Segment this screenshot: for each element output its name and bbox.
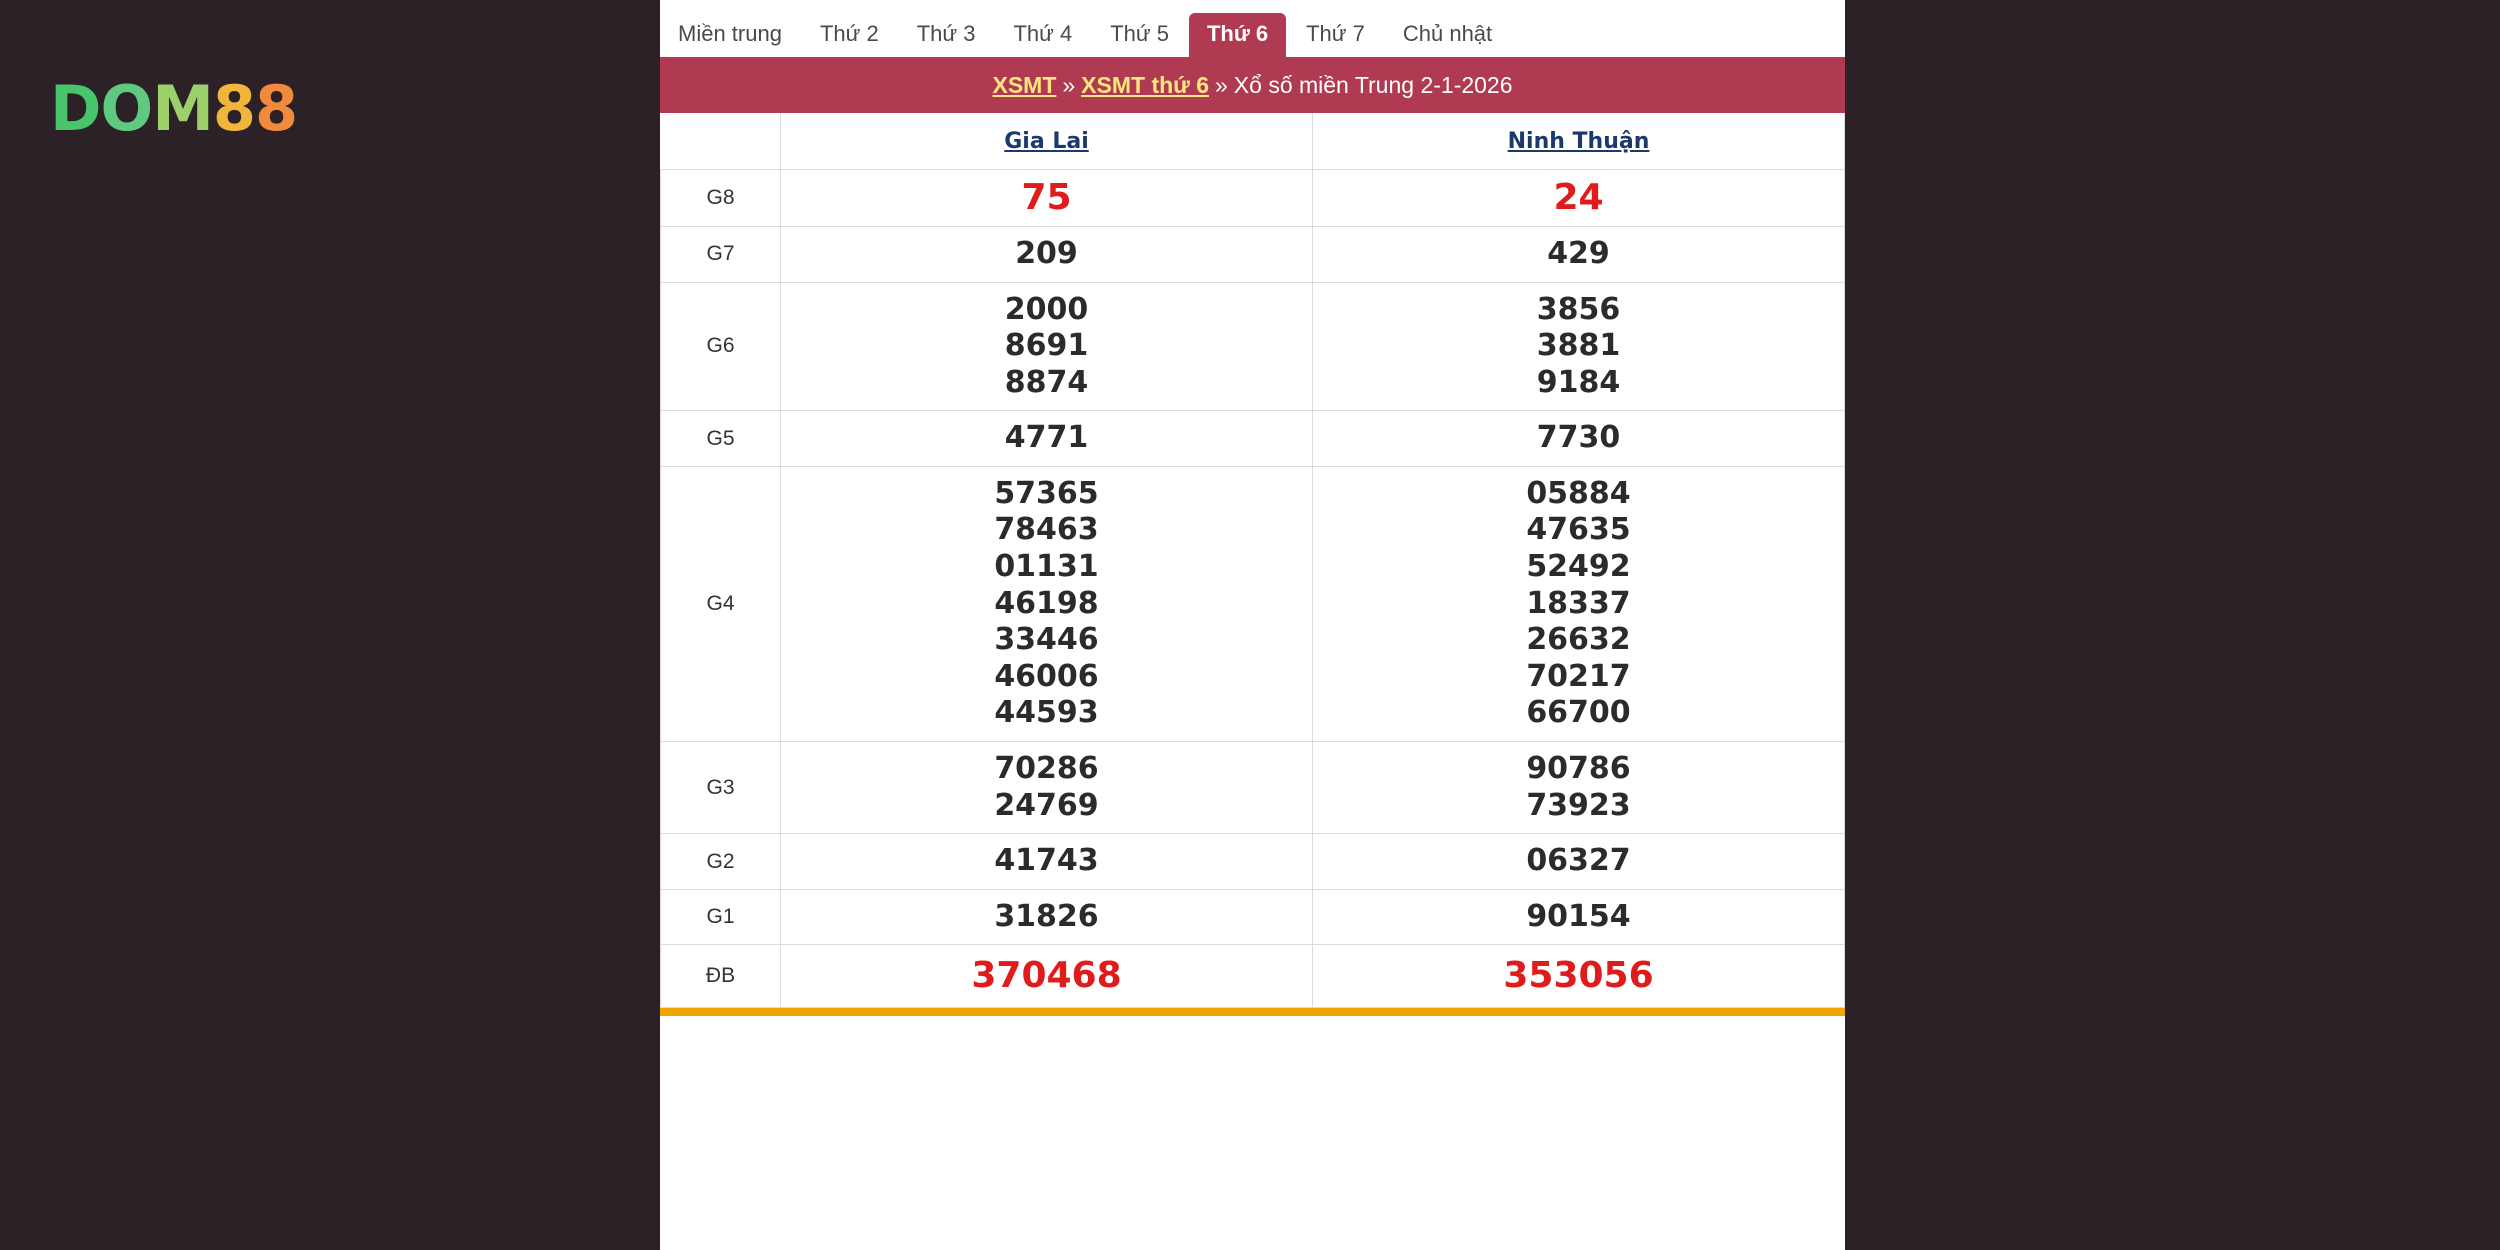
number: 66700 [1526,695,1631,731]
prize-value-g6-gia-lai [781,282,1313,411]
number: 18337 [1526,585,1631,621]
table-row [661,742,1845,834]
prize-value-g3-ninh-thuan [1313,742,1845,834]
column-header-blank [661,113,781,170]
number: 57365 [994,475,1099,511]
number: 9184 [1536,364,1621,400]
number: 33446 [994,622,1099,658]
number: 8874 [1004,364,1089,400]
day-tab-bar [660,0,1845,57]
number: 05884 [1526,475,1631,511]
prize-label-g5: G5 [661,411,781,467]
logo-digit-8-first: 8 [212,72,256,145]
number: 70217 [1526,658,1631,694]
prize-label-g4: G4 [661,466,781,741]
prize-label-g1: G1 [661,889,781,945]
prize-label-g2: G2 [661,834,781,890]
tab-thu-2[interactable]: Thứ 2 [819,21,879,46]
lottery-results-table [660,113,1845,1008]
column-header-gia-lai [781,113,1313,170]
number: 01131 [994,549,1099,585]
number: 70286 [994,751,1099,787]
breadcrumb-separator-2: » [1215,71,1228,98]
content-page [660,0,1845,1250]
number: 46198 [994,585,1099,621]
prize-value-g5-ninh-thuan: 7730 [1313,411,1845,467]
prize-value-db-ninh-thuan: 353056 [1313,945,1845,1008]
prize-label-db: ĐB [661,945,781,1008]
logo-letter-m: M [152,72,213,145]
prize-value-g6-ninh-thuan [1313,282,1845,411]
breadcrumb-separator-1: » [1062,71,1076,98]
tab-thu-7[interactable]: Thứ 7 [1306,21,1365,46]
number: 2000 [1004,291,1089,327]
logo-letter-d: D [50,72,101,145]
number: 52492 [1526,549,1631,585]
prize-value-g1-ninh-thuan: 90154 [1313,889,1845,945]
number: 47635 [1526,512,1631,548]
bottom-accent-strip [660,1008,1845,1016]
number: 78463 [994,512,1099,548]
table-row [661,282,1845,411]
breadcrumb-current: Xổ số miền Trung 2-1-2026 [1233,71,1513,98]
breadcrumb-link-xsmt[interactable]: XSMT [992,71,1057,98]
prize-label-g6: G6 [661,282,781,411]
logo-letter-o: O [100,72,153,145]
prize-label-g8: G8 [661,170,781,227]
breadcrumb-link-xsmt-thu-6[interactable]: XSMT thứ 6 [1081,71,1209,98]
prize-value-g2-gia-lai: 41743 [781,834,1313,890]
prize-value-g4-ninh-thuan [1313,466,1845,741]
tab-thu-5[interactable]: Thứ 5 [1110,21,1169,46]
table-row [661,834,1845,890]
column-header-ninh-thuan [1313,113,1845,170]
number: 3881 [1536,328,1621,364]
number: 8691 [1004,328,1089,364]
table-header-row [661,113,1845,170]
tab-chu-nhat[interactable]: Chủ nhật [1402,21,1493,46]
site-logo[interactable] [50,72,297,145]
logo-digit-8-second: 8 [255,72,298,145]
prize-value-g5-gia-lai: 4771 [781,411,1313,467]
prize-value-g7-ninh-thuan: 429 [1313,226,1845,282]
prize-value-g3-gia-lai [781,742,1313,834]
tab-mien-trung[interactable]: Miền trung [678,21,782,46]
number: 26632 [1526,622,1631,658]
prize-value-g7-gia-lai: 209 [781,226,1313,282]
tab-thu-3[interactable]: Thứ 3 [916,21,976,46]
tab-thu-6[interactable]: Thứ 6 [1189,13,1286,57]
prize-value-db-gia-lai: 370468 [781,945,1313,1008]
table-row [661,889,1845,945]
prize-value-g4-gia-lai [781,466,1313,741]
prize-value-g2-ninh-thuan: 06327 [1313,834,1845,890]
number: 90786 [1526,751,1631,787]
table-row [661,945,1845,1008]
prize-value-g8-ninh-thuan: 24 [1313,170,1845,227]
number: 3856 [1536,291,1621,327]
number: 73923 [1526,787,1631,823]
province-link-ninh-thuan[interactable]: Ninh Thuận [1507,128,1650,154]
table-row [661,170,1845,227]
breadcrumb [660,57,1845,113]
table-row [661,466,1845,741]
province-link-gia-lai[interactable]: Gia Lai [1004,128,1089,154]
prize-label-g7: G7 [661,226,781,282]
number: 46006 [994,658,1099,694]
number: 44593 [994,695,1099,731]
prize-value-g1-gia-lai: 31826 [781,889,1313,945]
table-row [661,411,1845,467]
table-body [661,170,1845,1008]
table-row [661,226,1845,282]
number: 24769 [994,787,1099,823]
tab-thu-4[interactable]: Thứ 4 [1013,21,1073,46]
prize-value-g8-gia-lai: 75 [781,170,1313,227]
prize-label-g3: G3 [661,742,781,834]
